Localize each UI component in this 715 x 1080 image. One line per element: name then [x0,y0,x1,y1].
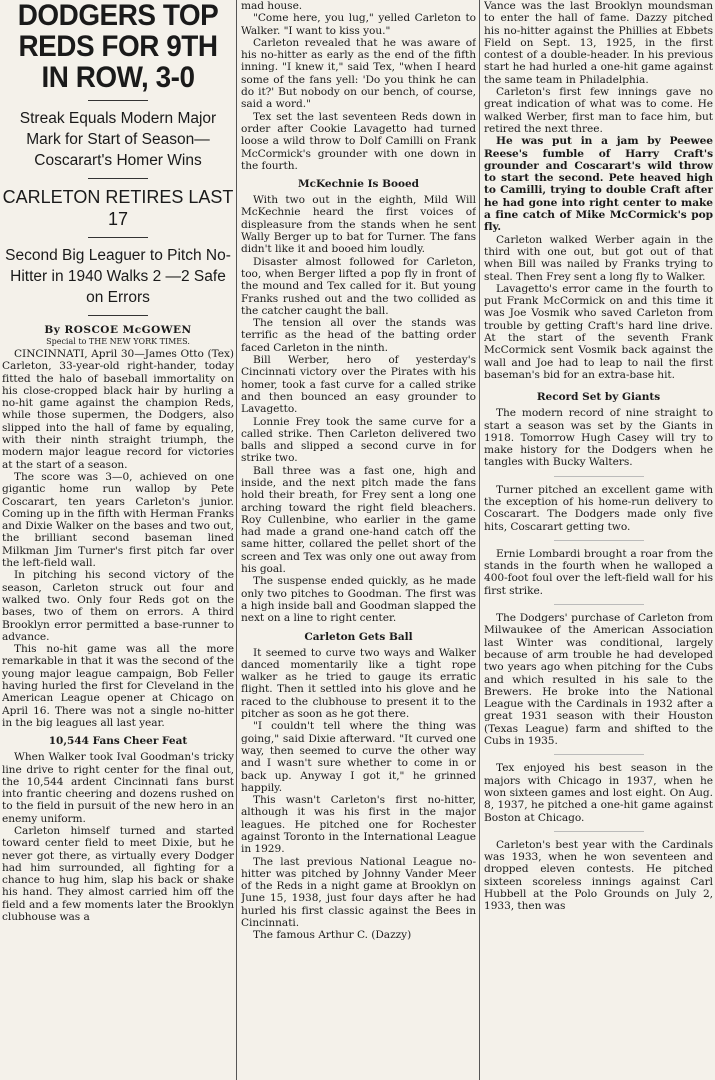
column-rule [479,0,480,1080]
paragraph: Disaster almost followed for Carleton, too, when Berger lifted a pop fly in front of the mound and Tex called for it. But young Franks rushed out and the two collided as the catcher caught the ball. [241,255,476,317]
paragraph: This wasn't Carleton's first no-hitter, although it was his first in the major leagues. He pitched one for Rochester against Toronto in the International League in 1929. [241,794,476,856]
divider [554,540,644,541]
paragraph: He was put in a jam by Peewee Reese's fumble of Harry Craft's grounder and Coscarart's wild throw to start the second. Pete heaved high to Camilli, trying to double Craft after he had gone into right center to make a fine catch of Mike McCormick's pop fly. [484,135,713,234]
paragraph: Turner pitched an excellent game with the exception of his home-run delivery to Coscarart. The Dodgers made only five hits, Coscarart getting two. [484,483,713,533]
column-1 [2,0,234,1080]
paragraph: This no-hit game was all the more remarkable in that it was the second of the young major league campaign, Bob Feller having hurled the first for Cleveland in the American League opener at Chicago on April 16. There was not a single no-hitter in the big leagues all last year. [2,643,234,729]
paragraph: Carleton himself turned and started toward center field to meet Dixie, but he never got there, as virtually every Dodger had him surrounded, all fighting for a chance to hug him, slap his back or shake his hand. They almost carried him off the field and a few moments later the Brooklyn clubhouse was a [2,824,234,924]
paragraph: Lavagetto's error came in the fourth to put Frank McCormick on and this time it was Joe Vosmik who saved Carleton from trouble by getting Craft's hard line drive. At the start of the seventh Frank McCormick sent Vosmik back against the wall and Joe had to leap to nail the first baseman's bid for an extra-base hit. [484,282,713,381]
paragraph: When Walker took Ival Goodman's tricky line drive to right center for the final out, the 10,544 ardent Cincinnati fans burst into frantic cheering and dozens rushed on to the field in pursuit of the new hero in an enemy uniform. [2,751,234,825]
paragraph: Ernie Lombardi brought a roar from the stands in the fourth when he walloped a 400-foot foul over the left-field wall for his first strike. [484,547,713,597]
subhead: Record Set by Giants [536,391,661,404]
paragraph: Carleton revealed that he was aware of his no-hitter as early as the end of the fifth inning. "I knew it," said Tex, "when I heard some of the fans yell: 'Do you think he can do it?' But nobody on our bench, of course, said a word." [241,36,476,111]
paragraph: The modern record of nine straight to start a season was set by the Giants in 1918. Tomorrow Hugh Casey will try to make history for the Dodgers when he tangles with Bucky Walters. [484,407,713,469]
paragraph: Bill Werber, hero of yesterday's Cincinnati victory over the Pirates with his homer, took a fast curve for a called strike and then bounced an easy grounder to Lavagetto. [241,354,476,416]
paragraph: mad house. [241,0,303,12]
column-3 [484,0,713,1080]
divider [554,754,644,755]
paragraph: Carleton's first few innings gave no great indication of what was to come. He walked Werber, first man to face him, but retired the next three. [484,86,713,135]
divider [554,831,644,832]
paragraph: Tex set the last seventeen Reds down in order after Cookie Lavagetto had turned loose a wild throw to Dolf Camilli on Frank McCormick's grounder with one down in the fourth. [241,110,476,172]
subhead: 10,544 Fans Cheer Feat [48,735,188,748]
paragraph: It seemed to curve two ways and Walker danced momentarily like a tight rope walker as he tried to gauge its erratic flight. Then it settled into his glove and he raced to the clubhouse to present it to the pitcher as soon as he got there. [241,646,476,721]
paragraph: The famous Arthur C. (Dazzy) [253,929,412,942]
divider [554,476,644,477]
paragraph: "Come here, you lug," yelled Carleton to Walker. "I want to kiss you." [241,12,476,37]
paragraph: The suspense ended quickly, as he made only two pitches to Goodman. The first was a high inside ball and Goodman slapped the next on a line to right center. [241,575,476,625]
paragraph: The score was 3—0, achieved on one gigantic home run wallop by Pete Coscarart, ten years Carleton's junior. Coming up in the fifth with Herman Franks and Dixie Walker on the bases and two out, the brilliant second baseman lined Milkman Jim Turner's first pitch far over the left-field wall. [2,470,234,570]
paragraph: Carleton walked Werber again in the third with one out, but got out of that when Bill was nailed by Franks trying to steal. Then Frey sent a long fly to Walker. [484,233,713,283]
paragraph: Carleton's best year with the Cardinals was 1933, when he won seventeen and dropped eleven contests. He pitched sixteen scoreless innings against Carl Hubbell at the Polo Grounds on July 2, 1933, then was [484,838,713,913]
paragraph: "I couldn't tell where the thing was going," said Dixie afterward. "It curved one way, then seemed to curve the other way and I wasn't sure whether to come in or back up. Anyway I got it," he grinned happily. [241,720,476,794]
paragraph: The Dodgers' purchase of Carleton from Milwaukee of the American Association last Winter was conditional, largely because of arm trouble he had developed two years ago when pitching for the Cubs and which resulted in his sale to the Brewers. He broke into the National League with the Cardinals in 1932 after a great 1931 season with their Houston (Texas League) farm and shifted to the Cubs in 1935. [484,612,713,748]
special-credit: Special to THE NEW YORK TIMES. [46,337,190,346]
divider [88,100,148,101]
deck-1: Streak Equals Modern Major Mark for Start of Season—Coscarart's Homer Wins [19,110,217,169]
divider [554,604,644,605]
column-2 [241,0,476,1080]
paragraph: The last previous National League no-hitter was pitched by Johnny Vander Meer of the Reds in a night game at Brooklyn on June 15, 1938, just four days after he had hurled his first classic against the Bees in Cincinnati. [241,855,476,930]
paragraph: Lonnie Frey took the same curve for a called strike. Then Carleton delivered two balls and slipped a second curve in for strike two. [241,415,476,465]
paragraph: Tex enjoyed his best season in the majors with Chicago in 1937, when he won sixteen games and lost eight. On Aug. 8, 1937, he pitched a one-hit game against Boston at Chicago. [484,762,713,824]
deck-3: Second Big Leaguer to Pitch No-Hitter in 1940 Walks 2 —2 Safe on Errors [5,247,231,306]
paragraph: The tension all over the stands was terrific as the head of the batting order faced Carleton in the ninth. [241,317,476,354]
subhead: Carleton Gets Ball [304,630,413,643]
paragraph: In pitching his second victory of the season, Carleton struck out four and walked two. Only four Reds got on the bases, two of them on errors. A third Brooklyn error permitted a base-runner to advance. [2,569,234,643]
byline: By ROSCOE McGOWEN [44,324,192,336]
paragraph: Vance was the last Brooklyn moundsman to enter the hall of fame. Dazzy pitched his no-hitter against the Phillies at Ebbets Field on Sept. 13, 1925, in the first contest of a double-header. In his previous start he had hurled a one-hit game against the same team in Philadelphia. [484,0,713,86]
column-rule [236,0,237,1080]
divider [88,237,148,238]
paragraph: Ball three was a fast one, high and inside, and the next pitch made the fans hold their breath, for Frey sent a long one arching toward the right field bleachers. Roy Cullenbine, who earlier in the game had made a grand one-hand catch off the same hitter, collared the pellet short of the screen and Tex was only one out away from his goal. [241,464,476,576]
headline: DODGERS TOP REDS FOR 9TH IN ROW, 3-0 [17,0,219,94]
divider [88,315,148,316]
paragraph: CINCINNATI, April 30—James Otto (Tex) Carleton, 33-year-old right-hander, today fitted the halo of baseball immortality on his close-cropped black hair by hurling a no-hit game against the champion Reds, while those supermen, the Dodgers, also slipped into the hall of fame by equaling, with their ninth straight triumph, the modern major league record for victories at the start of a season. [2,348,234,471]
divider [88,178,148,179]
paragraph: With two out in the eighth, Mild Will McKechnie heard the first voices of displeasure from the stands when he sent Wally Berger up to bat for Turner. The fans didn't like it and booed him loudly. [241,194,476,256]
subhead: McKechnie Is Booed [298,178,419,191]
deck-2: CARLETON RETIRES LAST 17 [2,187,234,229]
